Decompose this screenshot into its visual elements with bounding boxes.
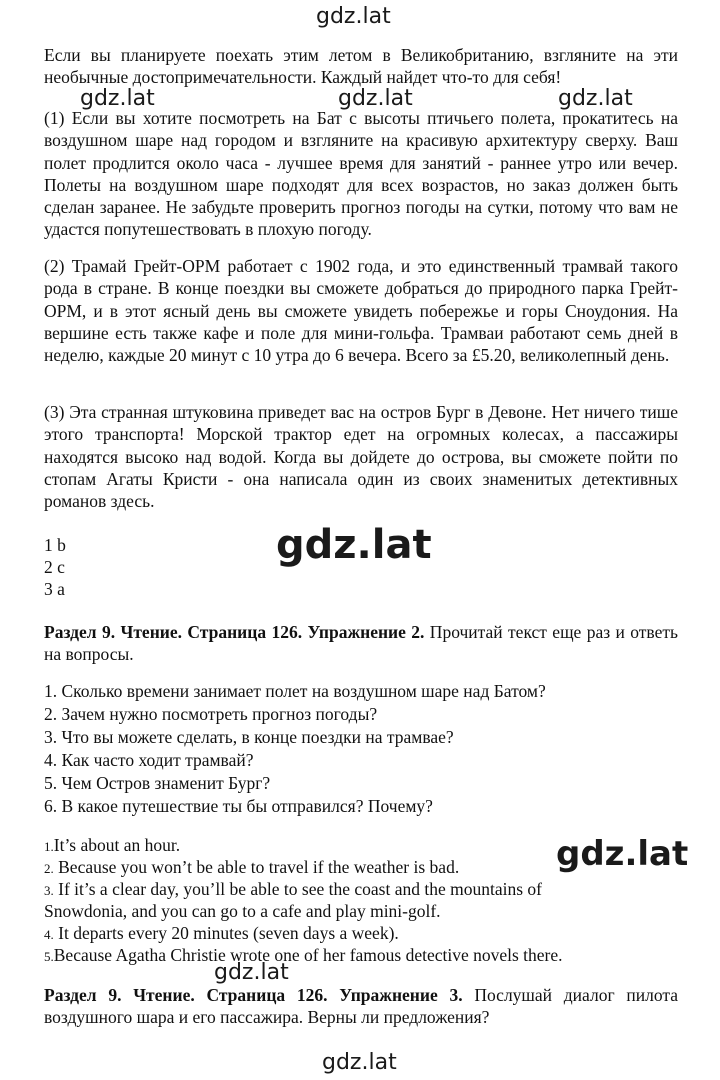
watermark-center: gdz.lat <box>338 86 413 111</box>
answer-1-number: 1. <box>44 839 54 854</box>
question-3: 3. Что вы можете сделать, в конце поездки на трамвае? <box>44 727 454 747</box>
answer-3-continued: Snowdonia, and you can go to a cafe and play mini-golf. <box>44 901 441 921</box>
answer-4-number: 4. <box>44 927 54 942</box>
section-3-task: Послушай диалог пилота воздушного шара и его пассажира. Верны ли предложения? <box>44 985 678 1028</box>
section-3-heading: Раздел 9. Чтение. Страница 126. Упражнение 3. <box>44 985 463 1005</box>
section-2-task: Прочитай текст еще раз и ответь на вопросы. <box>44 622 678 665</box>
question-2: 2. Зачем нужно посмотреть прогноз погоды? <box>44 704 378 724</box>
matching-answer-1: 1 b <box>44 535 66 555</box>
watermark-lower: gdz.lat <box>214 960 289 985</box>
watermark-left: gdz.lat <box>80 86 155 111</box>
answer-1-text: It’s about an hour. <box>53 835 181 855</box>
watermark-big-center: gdz.lat <box>276 522 432 568</box>
paragraph-3: (3) Эта странная штуковина приведет вас на остров Бург в Девоне. Нет ничего тише этого транспорта! Морской трактор едет на огромных колесах, а пассажиры находятся высоко над водой. Когда вы дойдете до острова, вы сможете пойти по стопам Агаты Кристи - она написала один из своих знаменитых детективных романов здесь. <box>44 402 678 512</box>
answer-2 <box>44 856 459 880</box>
paragraph-1: (1) Если вы хотите посмотреть на Бат с высоты птичьего полета, прокатитесь на воздушном шаре над городом и взгляните на красивую архитектуру сверху. Ваш полет продлится около часа - лучшее время для занятий - раннее утро или вечер. Полеты на воздушном шаре подходят для всех возрастов, но заказ должен быть сделан заранее. Не забудьте проверить прогноз погоды на сутки, потому что вам не удастся попутешествовать в плохую погоду. <box>44 108 678 240</box>
watermark-right: gdz.lat <box>558 86 633 111</box>
answer-3-number: 3. <box>44 883 54 898</box>
answer-3-text: If it’s a clear day, you’ll be able to see the coast and the mountains of <box>53 879 542 899</box>
intro-paragraph: Если вы планируете поехать этим летом в Великобританию, взгляните на эти необычные достопримечательности. Каждый найдет что-то для себя! <box>44 45 678 88</box>
watermark-big-right: gdz.lat <box>556 834 689 874</box>
question-6: 6. В какое путешествие ты бы отправился? Почему? <box>44 796 433 816</box>
question-1: 1. Сколько времени занимает полет на воздушном шаре над Батом? <box>44 681 546 701</box>
answer-5-number: 5. <box>44 949 54 964</box>
question-4: 4. Как часто ходит трамвай? <box>44 750 254 770</box>
answer-5-text: Because Agatha Christie wrote one of her famous detective novels there. <box>53 945 563 965</box>
answer-5 <box>44 944 563 968</box>
answer-3 <box>44 878 542 902</box>
answer-1 <box>44 834 180 858</box>
matching-answer-2: 2 c <box>44 557 65 577</box>
watermark-bottom: gdz.lat <box>322 1050 397 1075</box>
section-2-title <box>44 621 678 666</box>
paragraph-2: (2) Трамай Грейт-ОРМ работает с 1902 года, и это единственный трамвай такого рода в стране. В конце поездки вы сможете добраться до природного парка Грейт-ОРМ, и в этот ясный день вы сможете увидеть побережье и горы Сноудония. На вершине есть также кафе и поле для мини-гольфа. Трамваи работают семь дней в неделю, каждые 20 минут с 10 утра до 6 вечера. Всего за £5.20, великолепный день. <box>44 256 678 366</box>
answer-4-text: It departs every 20 minutes (seven days a week). <box>53 923 399 943</box>
answer-4 <box>44 922 399 946</box>
answer-2-text: Because you won’t be able to travel if the weather is bad. <box>53 857 460 877</box>
question-5: 5. Чем Остров знаменит Бург? <box>44 773 271 793</box>
answer-2-number: 2. <box>44 861 54 876</box>
section-3-title <box>44 984 678 1029</box>
watermark-top: gdz.lat <box>316 4 391 29</box>
section-2-heading: Раздел 9. Чтение. Страница 126. Упражнение 2. <box>44 622 425 642</box>
matching-answer-3: 3 a <box>44 579 65 599</box>
